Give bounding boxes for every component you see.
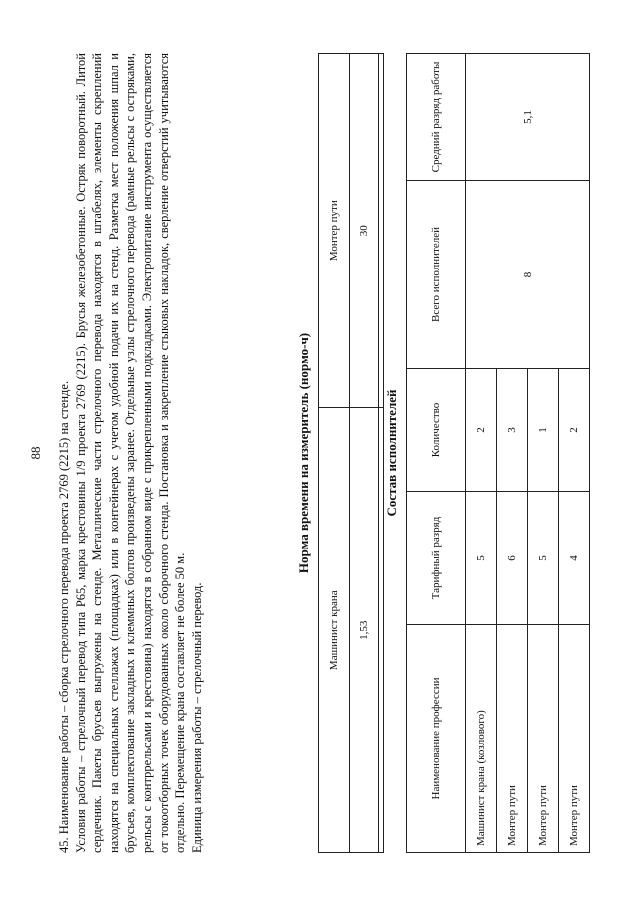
page-number: 88 bbox=[28, 446, 43, 459]
header-cell: Тарифный разряд bbox=[407, 491, 466, 624]
header-cell: Монтер пути bbox=[319, 53, 350, 407]
table-row bbox=[319, 53, 350, 852]
table-row bbox=[350, 53, 379, 852]
header-cell: Количество bbox=[407, 368, 466, 491]
work-description bbox=[56, 53, 205, 853]
work-title: 45. Наименование работы – сборка стрелочного перевода проекта 2769 (2215) на стенде. bbox=[57, 380, 71, 853]
table-row bbox=[407, 53, 466, 852]
grade-cell: 6 bbox=[497, 491, 528, 624]
norm-value-track: 30 bbox=[350, 53, 379, 407]
norm-heading: Норма времени на измеритель (нормо-ч) bbox=[296, 332, 311, 573]
rotated-page bbox=[20, 13, 620, 893]
count-cell: 1 bbox=[528, 368, 559, 491]
avg-grade-cell: 5,1 bbox=[466, 53, 590, 180]
header-cell: Машинист крана bbox=[319, 407, 350, 852]
norm-value-crane: 1,53 bbox=[350, 407, 379, 852]
total-cell: 8 bbox=[466, 180, 590, 368]
profession-cell: Монтер пути bbox=[497, 624, 528, 852]
profession-cell: Монтер пути bbox=[559, 624, 590, 852]
header-cell: Всего исполнителей bbox=[407, 180, 466, 368]
profession-cell: Машинист крана (козлового) bbox=[466, 624, 497, 852]
count-cell: 2 bbox=[559, 368, 590, 491]
norm-table bbox=[318, 53, 384, 853]
table-row bbox=[466, 53, 497, 852]
profession-cell: Монтер пути bbox=[528, 624, 559, 852]
count-cell: 2 bbox=[466, 368, 497, 491]
grade-cell: 4 bbox=[559, 491, 590, 624]
grade-cell: 5 bbox=[528, 491, 559, 624]
crew-heading: Состав исполнителей bbox=[384, 388, 399, 517]
work-unit: Единица измерения работы – стрелочный перевод. bbox=[189, 581, 204, 853]
grade-cell: 5 bbox=[466, 491, 497, 624]
crew-table bbox=[406, 53, 590, 853]
header-cell: Средний разряд работы bbox=[407, 53, 466, 180]
count-cell: 3 bbox=[497, 368, 528, 491]
header-cell: Наименование профессии bbox=[407, 624, 466, 852]
work-conditions: Условия работы – стрелочный перевод типа Р65, марка крестовины 1/9 проекта 2769 (2215). Брусья железобетонные. Остряк поворотный. Литой сердечник. Пакеты брусьев выгружены на стенде. Металлические части стрелочного перевода находятся в штабелях, элементы скреплений находятся на специальных стеллажах (площадках) или в контейнерах с учетом удобной подачи их на стенд. Разметка мест положения шпал и брусьев, комплектование закладных и клеммных болтов произведены заранее. Отдельные узлы стрелочного перевода (рамные рельсы с остряками, рельсы с контррельсами и крестовина) находятся в собранном виде с прикрепленными подкладками. Электропитание инструмента осуществляется от токоотборных точек оборудованных около сборочного стенда. Постановка и закрепление стыковых накладок, сверление отверстий учитываются отдельно. Перемещение крана составляет не более 50 м. bbox=[73, 52, 188, 853]
table-row bbox=[379, 53, 384, 852]
